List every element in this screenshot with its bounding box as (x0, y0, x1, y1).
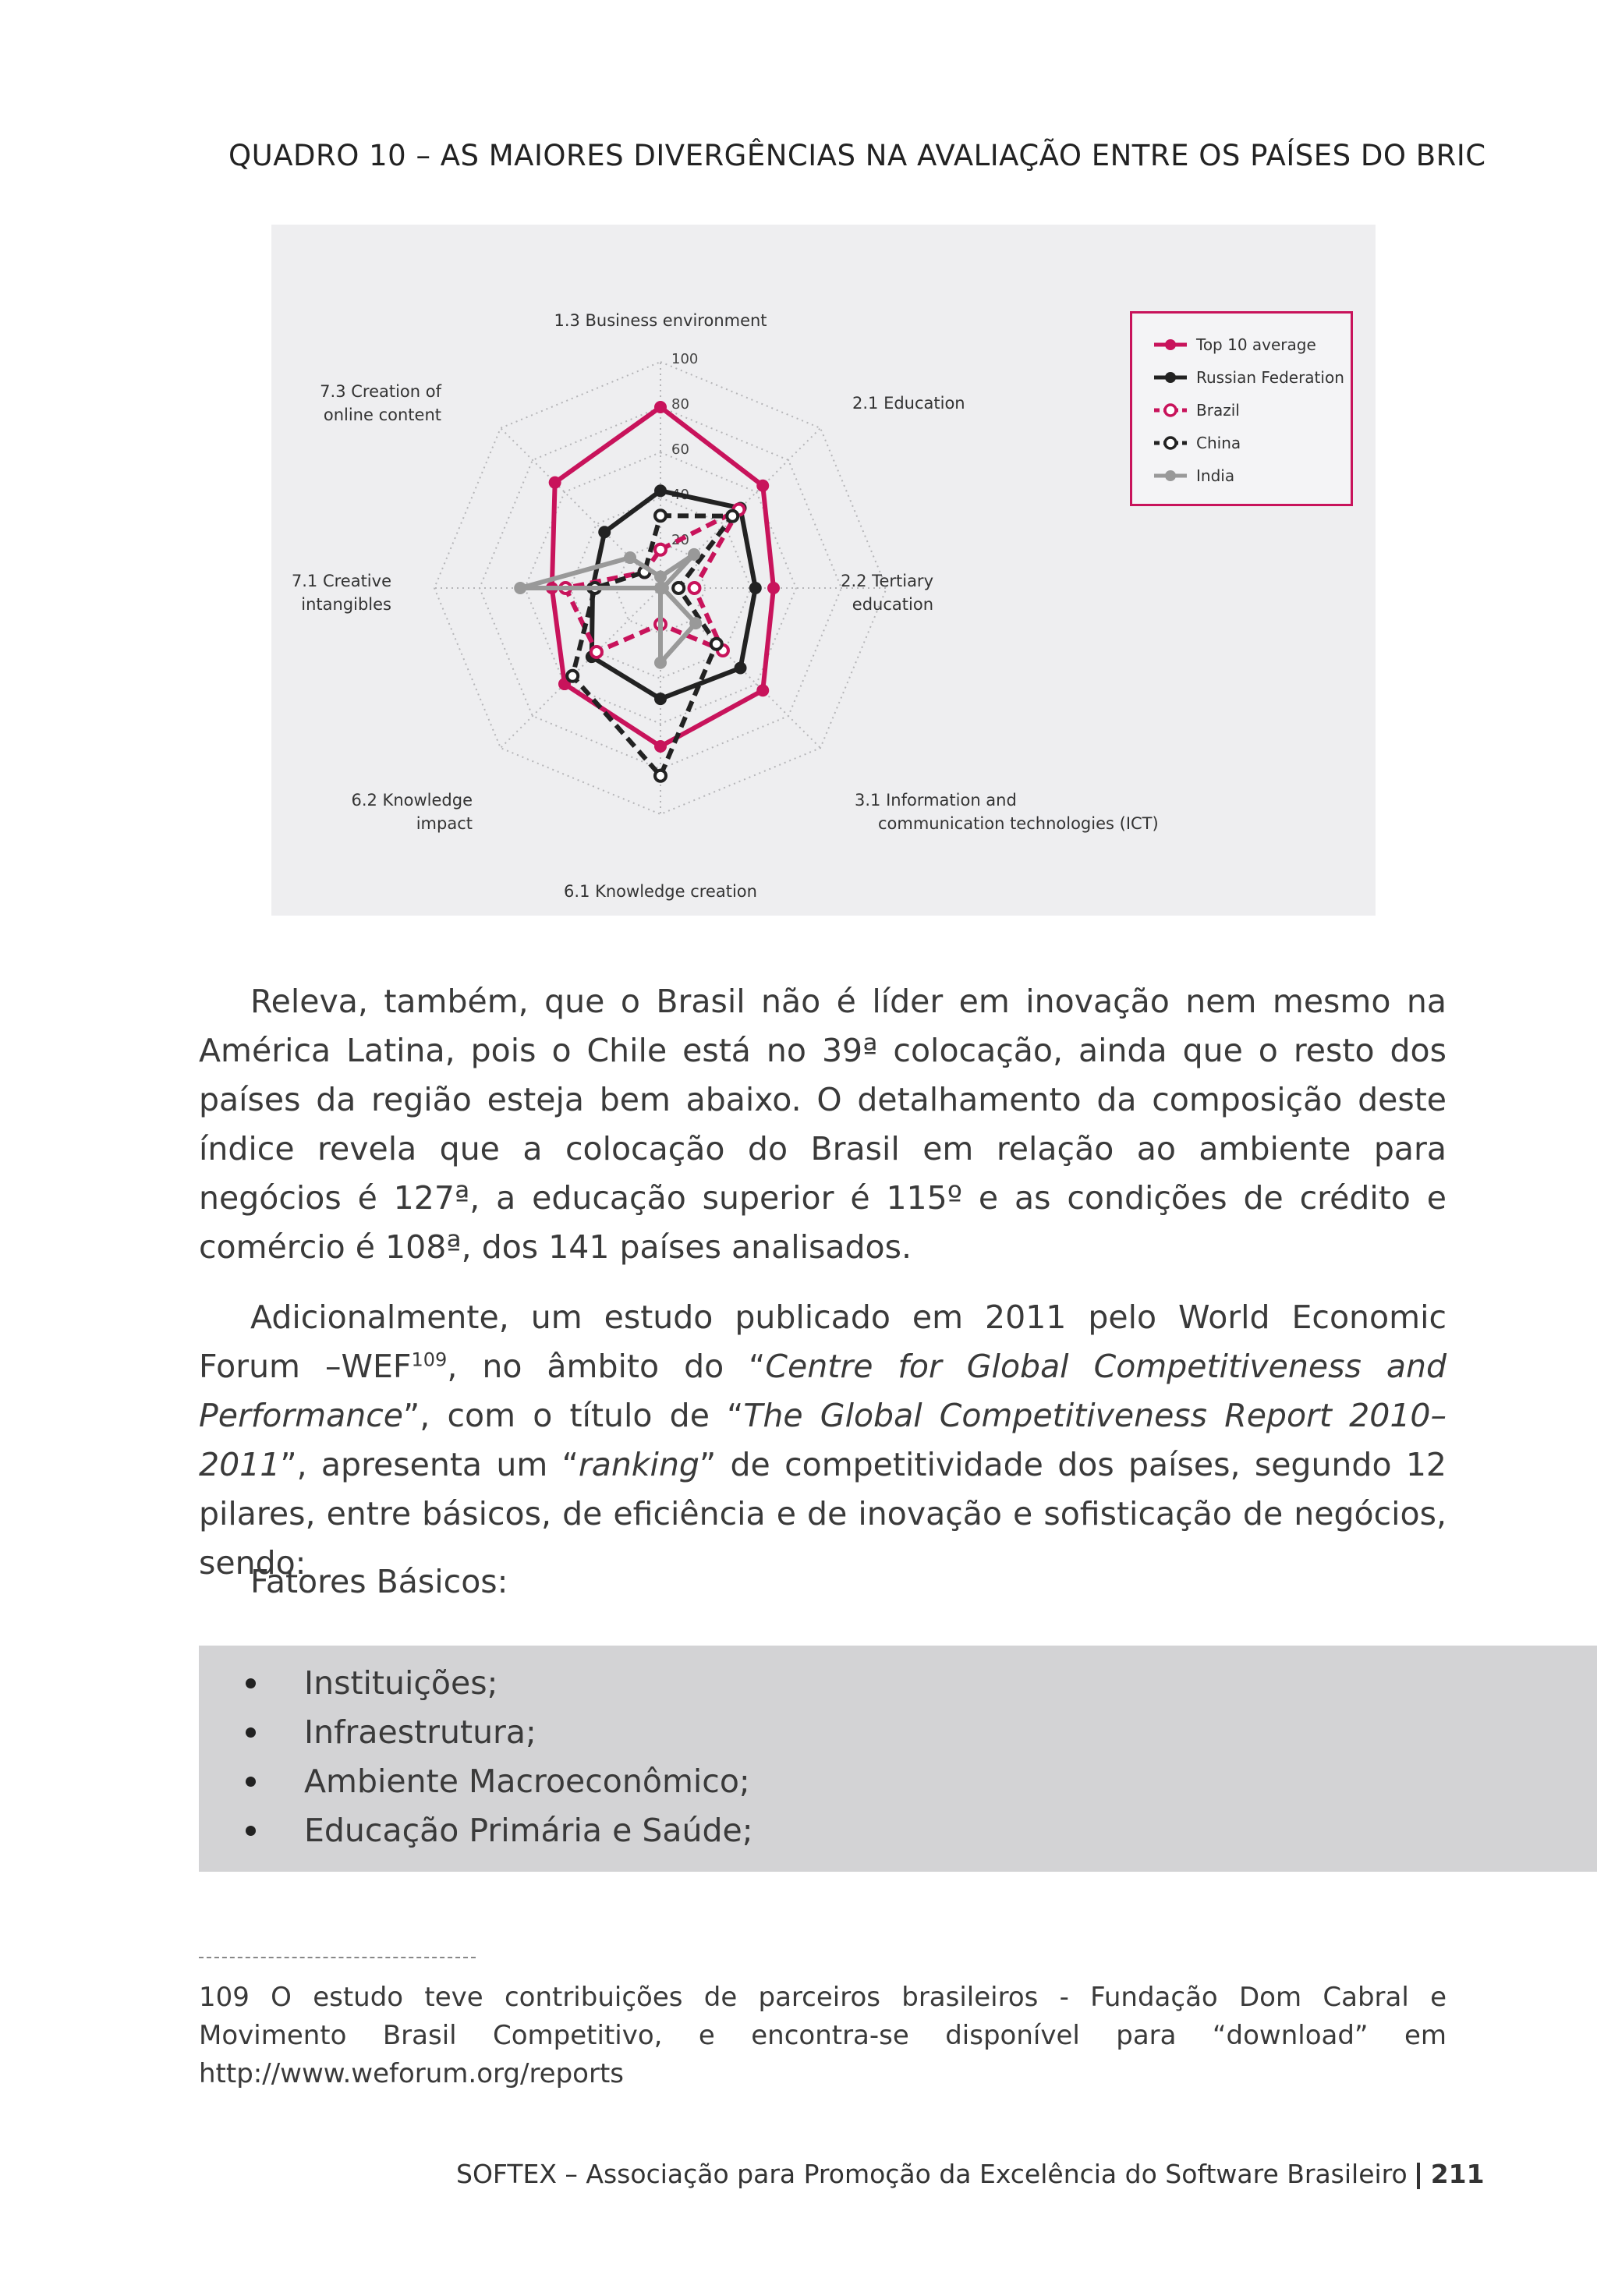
axis-label: 2.1 Education (852, 394, 965, 413)
data-point (654, 582, 667, 594)
radar-chart (271, 225, 1376, 916)
data-point (514, 582, 526, 594)
data-point (689, 617, 702, 629)
bullet-dot-icon (246, 1678, 256, 1688)
legend-label: China (1196, 434, 1241, 452)
data-point (567, 671, 578, 682)
data-point (689, 583, 700, 593)
data-point (735, 662, 747, 675)
legend-label: Russian Federation (1196, 368, 1344, 387)
data-point (654, 401, 667, 413)
bullet-list (199, 1646, 1597, 1872)
legend-swatch-icon (1153, 337, 1188, 353)
series-line (520, 555, 696, 663)
axis-label: intangibles (301, 595, 391, 614)
bullet-dot-icon (246, 1727, 256, 1738)
data-point (688, 548, 700, 561)
data-point (549, 477, 561, 489)
grid-spoke (501, 588, 660, 748)
data-point (591, 647, 602, 657)
data-point (655, 510, 666, 521)
data-point (655, 771, 666, 781)
data-point (749, 582, 762, 594)
axis-label: 1.3 Business environment (554, 311, 767, 330)
legend-item (1153, 362, 1344, 393)
axis-label: 6.1 Knowledge creation (564, 882, 757, 901)
list-item: Infraestrutura; (246, 1708, 536, 1756)
data-point (711, 639, 722, 650)
legend-swatch-icon (1153, 468, 1188, 484)
footnote-reference[interactable]: 109 (411, 1348, 448, 1371)
bullet-dot-icon (246, 1826, 256, 1836)
tick-label: 20 (671, 532, 689, 548)
legend-swatch-icon (1153, 370, 1188, 385)
figure-title: QUADRO 10 – AS MAIORES DIVERGÊNCIAS NA AVALIAÇÃO ENTRE OS PAÍSES DO BRIC (228, 139, 1486, 172)
data-point (624, 551, 636, 564)
axis-label: education (852, 595, 933, 614)
axis-label: 3.1 Information and (855, 791, 1017, 810)
data-point (598, 526, 611, 538)
data-point (673, 583, 684, 593)
paragraph-2: Adicionalmente, um estudo publicado em 2011 pelo World Economic Forum –WEF$^{109}$, no âmbito do “Centre for Global Competitiveness and Performance”, com o título de “The Global Competitiveness Report 2010–2011”, apresenta um “ranking” de competitividade dos países, segundo 12 pilares, entre básicos, de eficiência e de inovação e sofisticação de negócios, sendo: (199, 1299, 1447, 1582)
axis-label: 7.3 Creation of (320, 382, 441, 401)
data-point (654, 571, 667, 583)
tick-label: 100 (671, 351, 699, 367)
footer-separator (1417, 2163, 1420, 2189)
legend-swatch-icon (1153, 435, 1188, 451)
legend-item (1153, 329, 1316, 360)
footer-text: SOFTEX – Associação para Promoção da Excelência do Software Brasileiro (456, 2159, 1408, 2189)
axis-label: 6.2 Knowledge (351, 791, 473, 810)
page-footer (456, 2159, 1485, 2189)
axis-label: 2.2 Tertiary (841, 572, 933, 590)
chart-legend (1130, 311, 1353, 506)
axis-label: communication technologies (ICT) (878, 814, 1159, 833)
bullet-dot-icon (246, 1777, 256, 1787)
data-point (756, 684, 769, 696)
paragraph-1: Releva, também, que o Brasil não é líder em inovação nem mesmo na América Latina, pois o Chile está no 39ª colocação, ainda que o resto dos países da região esteja bem abaixo. O detalhamento da composição deste índice revela que a colocação do Brasil em relação ao ambiente para negócios é 127ª, a educação superior é 115º e as condições de crédito e comércio é 108ª, dos 141 países analisados. (199, 983, 1447, 1266)
data-point (756, 480, 769, 492)
legend-item (1153, 427, 1241, 459)
tick-label: 80 (671, 396, 689, 413)
tick-label: 60 (671, 441, 689, 458)
legend-item (1153, 395, 1240, 426)
data-point (767, 582, 780, 594)
list-item: Instituições; (246, 1659, 498, 1707)
data-point (655, 544, 666, 555)
data-point (727, 511, 738, 522)
footnote: 109 O estudo teve contribuições de parceiros brasileiros - Fundação Dom Cabral e Movimento Brasil Competitivo, e encontra-se disponível para “download” em http://www.weforum.org/reports (199, 1982, 1447, 2089)
tick-label: 40 (671, 487, 689, 503)
legend-label: India (1196, 466, 1235, 485)
data-point (654, 740, 667, 753)
legend-swatch-icon (1153, 402, 1188, 418)
axis-label: impact (416, 814, 473, 833)
legend-label: Brazil (1196, 401, 1240, 420)
axis-label: 7.1 Creative (291, 572, 391, 590)
axis-label: online content (323, 406, 441, 424)
data-point (654, 693, 667, 705)
legend-item (1153, 460, 1234, 491)
data-point (654, 484, 667, 497)
basics-label: Fatores Básicos: (250, 1563, 508, 1600)
page-number: 211 (1430, 2159, 1485, 2189)
list-item: Educação Primária e Saúde; (246, 1806, 753, 1855)
data-point (654, 657, 667, 669)
footnote-divider (199, 1957, 476, 1958)
list-item: Ambiente Macroeconômico; (246, 1757, 750, 1805)
legend-label: Top 10 average (1196, 335, 1316, 354)
